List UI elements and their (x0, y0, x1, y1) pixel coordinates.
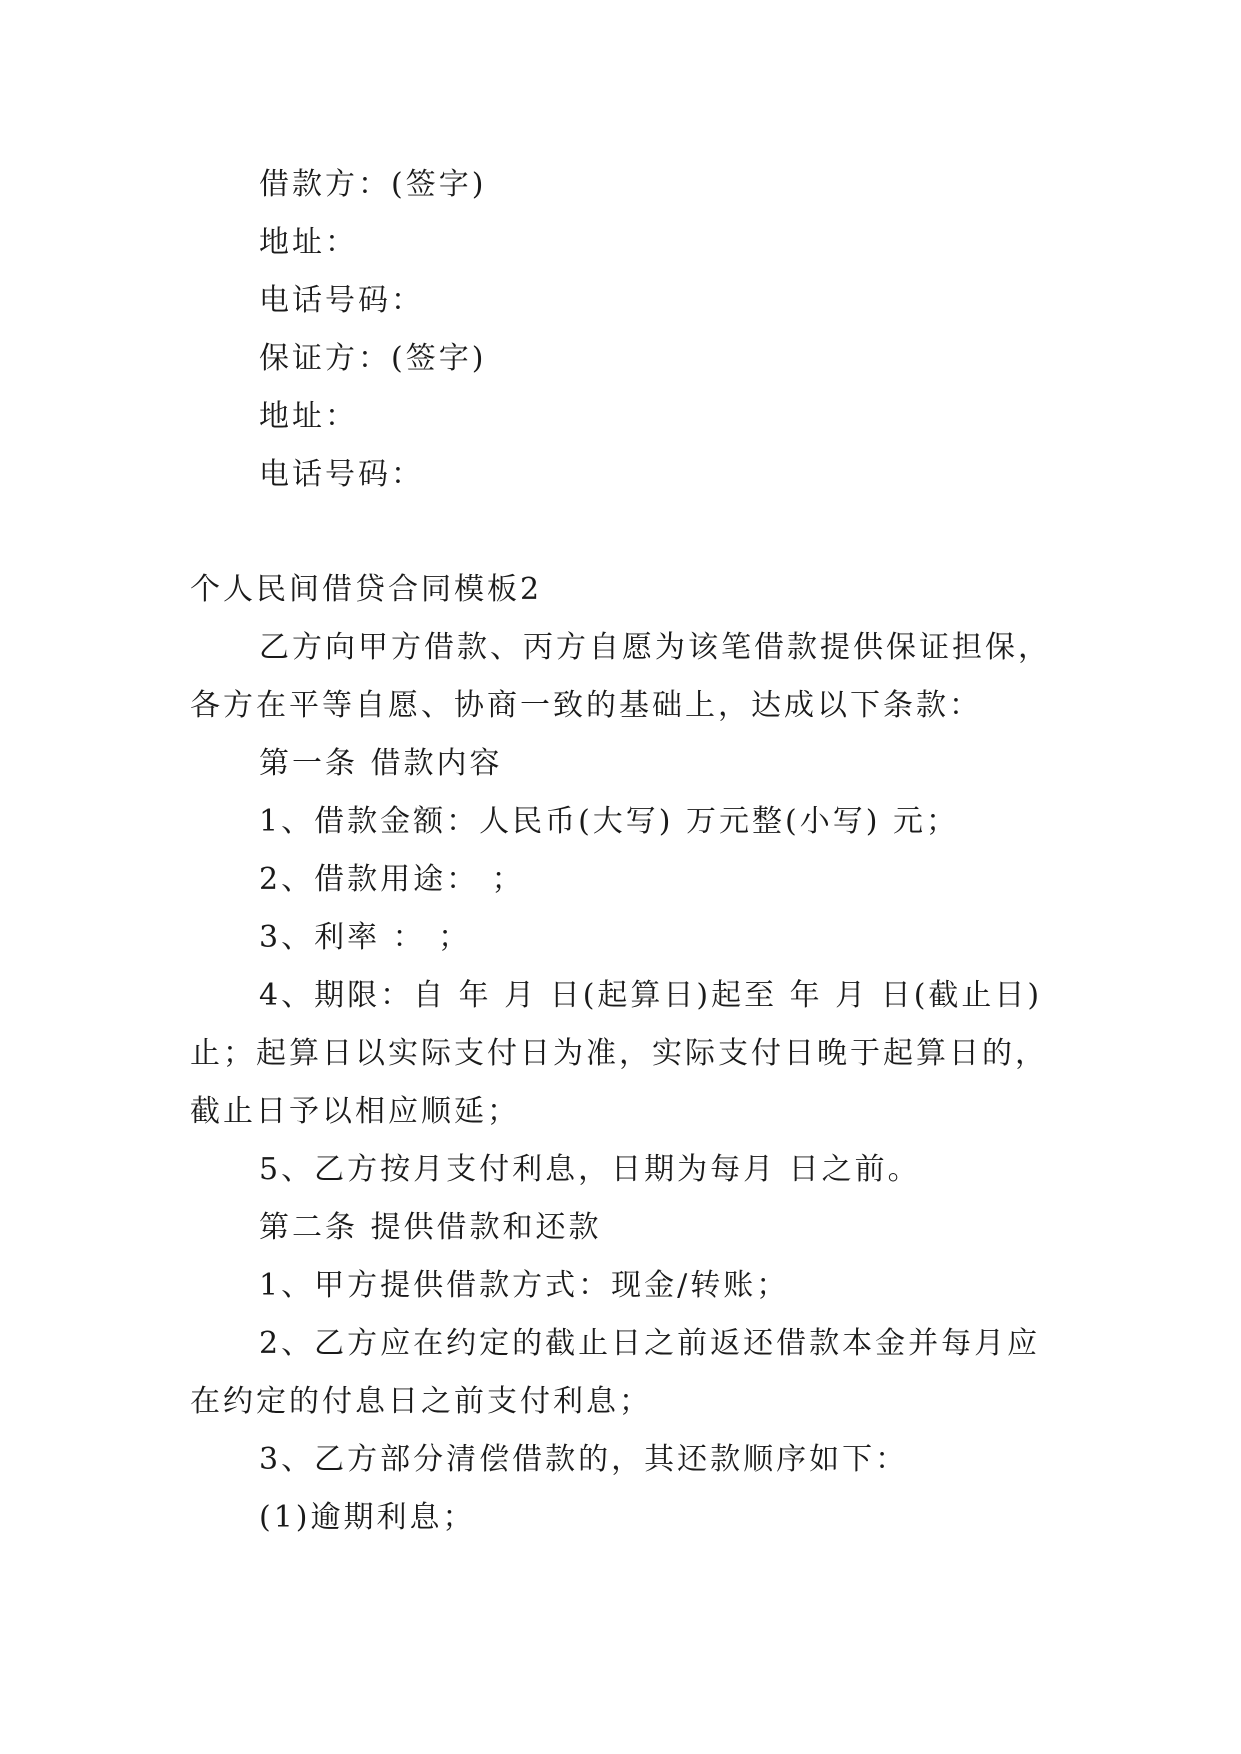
clause-line: 1、甲方提供借款方式：现金/转账； (259, 1268, 790, 1303)
paragraph-line: 各方在平等自愿、协商一致的基础上，达成以下条款： (190, 688, 982, 723)
clause-line: 止；起算日以实际支付日为准，实际支付日晚于起算日的， (190, 1036, 1048, 1071)
clause-line: 5、乙方按月支付利息，日期为每月 日之前。 (259, 1152, 921, 1187)
clause-line: 2、借款用途： ； (259, 862, 525, 897)
clause-line: 截止日予以相应顺延； (190, 1094, 520, 1129)
clause-line: 4、期限：自 年 月 日(起算日)起至 年 月 日(截止日) (259, 978, 1043, 1013)
article-heading: 第一条 借款内容 (259, 746, 503, 781)
clause-line: 在约定的付息日之前支付利息； (190, 1384, 652, 1419)
article-heading: 第二条 提供借款和还款 (259, 1210, 602, 1245)
section-title: 个人民间借贷合同模板2 (190, 572, 543, 607)
clause-line: 3、乙方部分清偿借款的，其还款顺序如下： (259, 1442, 909, 1477)
guarantor-address-line: 地址： (259, 399, 358, 434)
clause-line: 1、借款金额：人民币(大写) 万元整(小写) 元； (259, 804, 959, 839)
borrower-phone-line: 电话号码： (259, 283, 424, 318)
guarantor-phone-line: 电话号码： (259, 457, 424, 492)
clause-line: 3、利率 ： ； (259, 920, 472, 955)
guarantor-signature-line: 保证方：(签字) (259, 341, 487, 376)
paragraph-line: 乙方向甲方借款、丙方自愿为该笔借款提供保证担保， (259, 630, 1051, 665)
borrower-address-line: 地址： (259, 225, 358, 260)
clause-line: (1)逾期利息； (259, 1500, 476, 1535)
clause-line: 2、乙方应在约定的截止日之前返还借款本金并每月应 (259, 1326, 1041, 1361)
borrower-signature-line: 借款方：(签字) (259, 167, 487, 202)
